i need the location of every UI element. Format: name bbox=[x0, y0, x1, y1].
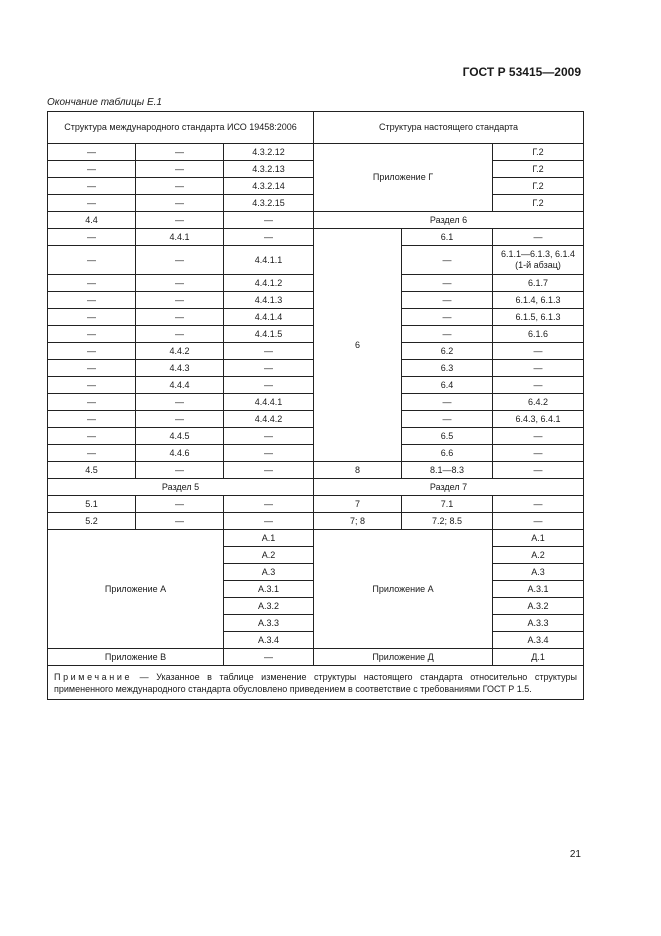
table-cell: 6.4.2 bbox=[493, 394, 584, 411]
table-cell: — bbox=[224, 445, 314, 462]
table-cell: А.3.2 bbox=[493, 598, 584, 615]
table-cell: 4.4.1.5 bbox=[224, 326, 314, 343]
table-cell: — bbox=[136, 394, 224, 411]
table-cell: — bbox=[402, 309, 493, 326]
table-row bbox=[48, 479, 584, 496]
table-cell: А.2 bbox=[224, 547, 314, 564]
table-cell: — bbox=[136, 326, 224, 343]
table-cell: 4.4.4.2 bbox=[224, 411, 314, 428]
table-cell: — bbox=[136, 161, 224, 178]
table-cell: — bbox=[402, 292, 493, 309]
note-text: — Указанное в таблице изменение структуры настоящего стандарта относительно структуры примененного международного стандарта обусловлено приведением в соответствие с требованиями ГОСТ Р 1.5. bbox=[54, 672, 578, 694]
table-cell: — bbox=[402, 326, 493, 343]
table-cell: А.3.3 bbox=[224, 615, 314, 632]
table-cell: — bbox=[48, 292, 136, 309]
table-cell: 4.4.1.4 bbox=[224, 309, 314, 326]
table-cell: 4.3.2.13 bbox=[224, 161, 314, 178]
table-row bbox=[48, 496, 584, 513]
table-cell: — bbox=[48, 360, 136, 377]
table-cell: А.3.4 bbox=[224, 632, 314, 649]
table-cell: Г.2 bbox=[493, 144, 584, 161]
table-cell: А.1 bbox=[224, 530, 314, 547]
merged-cell-annex-d: Приложение Д bbox=[314, 649, 493, 666]
table-cell: 7 bbox=[314, 496, 402, 513]
document-id: ГОСТ Р 53415—2009 bbox=[462, 65, 581, 79]
table-cell: — bbox=[136, 513, 224, 530]
table-cell: — bbox=[136, 144, 224, 161]
table-cell: 6.6 bbox=[402, 445, 493, 462]
table-cell: — bbox=[224, 212, 314, 229]
merged-cell-annex-g: Приложение Г bbox=[314, 144, 493, 212]
table-cell: — bbox=[493, 428, 584, 445]
table-cell: 4.4.5 bbox=[136, 428, 224, 445]
table-cell: 4.5 bbox=[48, 462, 136, 479]
table-note bbox=[48, 666, 584, 700]
table-cell: — bbox=[48, 377, 136, 394]
table-cell: А.3.3 bbox=[493, 615, 584, 632]
table-cell: 6.1.1—6.1.3, 6.1.4 (1-й абзац) bbox=[493, 246, 584, 275]
table-cell: 4.4.4 bbox=[136, 377, 224, 394]
table-cell: — bbox=[48, 161, 136, 178]
table-cell: — bbox=[48, 195, 136, 212]
header-this-standard-structure: Структура настоящего стандарта bbox=[314, 112, 584, 144]
merged-cell-section-6: 6 bbox=[314, 229, 402, 462]
table-cell: — bbox=[48, 246, 136, 275]
table-cell: — bbox=[136, 178, 224, 195]
table-cell: — bbox=[402, 394, 493, 411]
table-cell: — bbox=[48, 411, 136, 428]
table-cell: 6.1.5, 6.1.3 bbox=[493, 309, 584, 326]
table-cell: А.3 bbox=[493, 564, 584, 581]
table-cell: 6.1.4, 6.1.3 bbox=[493, 292, 584, 309]
table-row bbox=[48, 229, 584, 246]
table-note-row bbox=[48, 666, 584, 700]
table-row bbox=[48, 530, 584, 547]
table-cell: — bbox=[136, 275, 224, 292]
table-cell: 5.2 bbox=[48, 513, 136, 530]
table-cell: — bbox=[48, 275, 136, 292]
table-cell: Д.1 bbox=[493, 649, 584, 666]
table-cell: — bbox=[48, 326, 136, 343]
table-cell: — bbox=[224, 229, 314, 246]
table-cell: А.3.1 bbox=[493, 581, 584, 598]
table-cell: 4.4.1.2 bbox=[224, 275, 314, 292]
table-cell: — bbox=[48, 394, 136, 411]
table-cell: — bbox=[402, 246, 493, 275]
table-cell: — bbox=[224, 343, 314, 360]
table-cell: — bbox=[493, 377, 584, 394]
table-cell: — bbox=[493, 229, 584, 246]
table-cell: Г.2 bbox=[493, 195, 584, 212]
table-cell: — bbox=[136, 212, 224, 229]
table-row bbox=[48, 513, 584, 530]
table-cell: — bbox=[493, 513, 584, 530]
table-cell: — bbox=[224, 649, 314, 666]
table-cell: 8.1—8.3 bbox=[402, 462, 493, 479]
table-cell: — bbox=[48, 428, 136, 445]
header-iso-structure: Структура международного стандарта ИСО 19458:2006 bbox=[48, 112, 314, 144]
table-cell: А.2 bbox=[493, 547, 584, 564]
table-cell: — bbox=[224, 513, 314, 530]
table-cell: — bbox=[224, 377, 314, 394]
table-cell: А.3.2 bbox=[224, 598, 314, 615]
table-cell: — bbox=[48, 343, 136, 360]
table-cell: — bbox=[48, 229, 136, 246]
section-7-heading: Раздел 7 bbox=[314, 479, 584, 496]
table-cell: — bbox=[493, 496, 584, 513]
section-5-heading: Раздел 5 bbox=[48, 479, 314, 496]
table-cell: — bbox=[136, 246, 224, 275]
table-cell: — bbox=[136, 462, 224, 479]
table-cell: — bbox=[493, 343, 584, 360]
table-row bbox=[48, 212, 584, 229]
table-cell: 7.1 bbox=[402, 496, 493, 513]
table-row bbox=[48, 144, 584, 161]
table-cell: — bbox=[136, 195, 224, 212]
table-cell: А.1 bbox=[493, 530, 584, 547]
table-cell: 4.3.2.14 bbox=[224, 178, 314, 195]
table-cell: — bbox=[402, 275, 493, 292]
merged-cell-annex-a: Приложение А bbox=[314, 530, 493, 649]
table-cell: 4.4.1.1 bbox=[224, 246, 314, 275]
table-cell: — bbox=[224, 462, 314, 479]
table-cell: — bbox=[48, 309, 136, 326]
table-cell: 7.2; 8.5 bbox=[402, 513, 493, 530]
table-cell: 4.4.6 bbox=[136, 445, 224, 462]
table-cell: 4.4 bbox=[48, 212, 136, 229]
table-cell: — bbox=[493, 445, 584, 462]
table-row bbox=[48, 649, 584, 666]
page-number: 21 bbox=[569, 849, 581, 860]
table-cell: 6.2 bbox=[402, 343, 493, 360]
section-6-heading: Раздел 6 bbox=[314, 212, 584, 229]
table-header-row bbox=[48, 112, 584, 144]
table-cell: 5.1 bbox=[48, 496, 136, 513]
table-cell: — bbox=[48, 445, 136, 462]
merged-cell-iso-annex-b: Приложение В bbox=[48, 649, 224, 666]
table-cell: 6.1.7 bbox=[493, 275, 584, 292]
table-cell: Г.2 bbox=[493, 161, 584, 178]
table-cell: 4.4.1 bbox=[136, 229, 224, 246]
table-cell: А.3 bbox=[224, 564, 314, 581]
table-cell: — bbox=[224, 360, 314, 377]
table-cell: — bbox=[224, 428, 314, 445]
table-cell: — bbox=[493, 462, 584, 479]
table-cell: А.3.1 bbox=[224, 581, 314, 598]
table-cell: — bbox=[48, 144, 136, 161]
table-cell: 4.3.2.12 bbox=[224, 144, 314, 161]
table-cell: 4.4.3 bbox=[136, 360, 224, 377]
correspondence-table bbox=[47, 111, 584, 700]
table-cell: — bbox=[136, 309, 224, 326]
table-cell: 6.1 bbox=[402, 229, 493, 246]
table-cell: — bbox=[136, 496, 224, 513]
table-cell: 6.1.6 bbox=[493, 326, 584, 343]
table-cell: 4.4.4.1 bbox=[224, 394, 314, 411]
table-cell: 4.4.1.3 bbox=[224, 292, 314, 309]
merged-cell-iso-annex-a: Приложение А bbox=[48, 530, 224, 649]
table-cell: — bbox=[493, 360, 584, 377]
table-cell: — bbox=[48, 178, 136, 195]
table-row bbox=[48, 462, 584, 479]
table-cell: 6.5 bbox=[402, 428, 493, 445]
table-cell: 4.4.2 bbox=[136, 343, 224, 360]
table-cell: Г.2 bbox=[493, 178, 584, 195]
table-cell: — bbox=[136, 411, 224, 428]
table-cell: 6.4 bbox=[402, 377, 493, 394]
table-cell: 8 bbox=[314, 462, 402, 479]
table-cell: 6.4.3, 6.4.1 bbox=[493, 411, 584, 428]
table-cell: А.3.4 bbox=[493, 632, 584, 649]
note-label: Примечание bbox=[54, 672, 133, 682]
table-cell: 4.3.2.15 bbox=[224, 195, 314, 212]
table-cell: — bbox=[224, 496, 314, 513]
table-cell: 7; 8 bbox=[314, 513, 402, 530]
table-cell: 6.3 bbox=[402, 360, 493, 377]
table-caption: Окончание таблицы Е.1 bbox=[47, 97, 162, 108]
table-cell: — bbox=[402, 411, 493, 428]
table-cell: — bbox=[136, 292, 224, 309]
